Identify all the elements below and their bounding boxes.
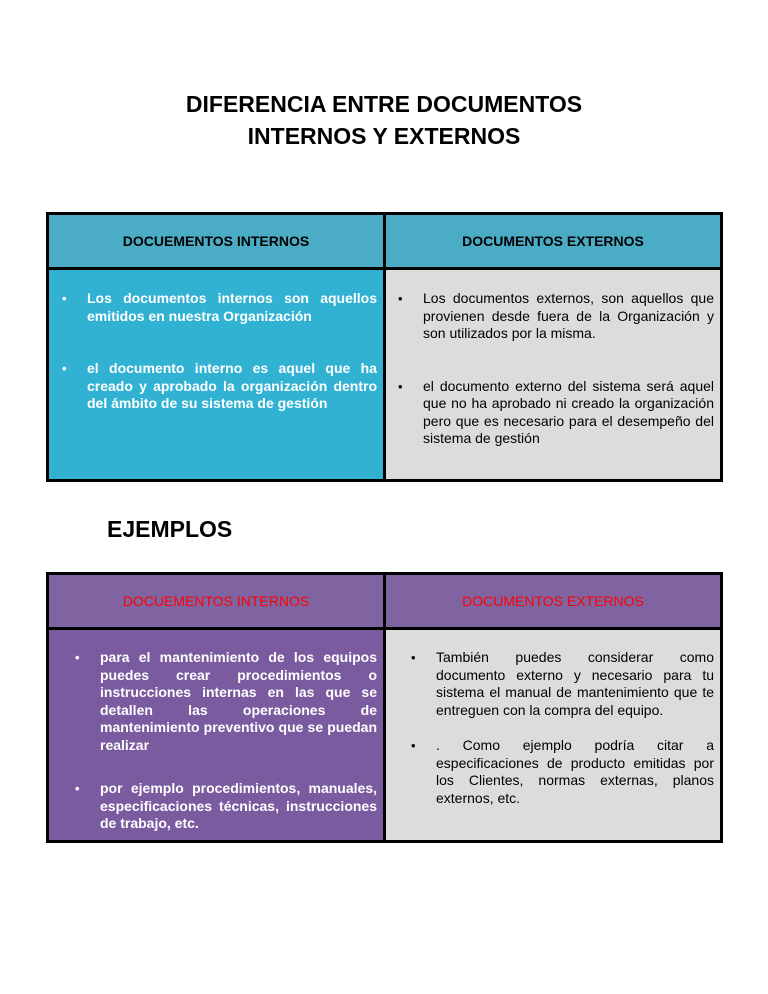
page-title-line-1: DIFERENCIA ENTRE DOCUMENTOS	[185, 91, 583, 117]
list-item	[398, 290, 714, 343]
page-title	[0, 88, 768, 152]
table-header-row	[48, 214, 722, 269]
list-item-text: por ejemplo procedimientos, manuales, especificaciones técnicas, instrucciones de trabajo, etc.	[100, 780, 377, 831]
page-title-line-2: INTERNOS Y EXTERNOS	[247, 123, 521, 149]
table-body-row	[48, 269, 722, 481]
section-heading: EJEMPLOS	[107, 516, 233, 542]
table-body-row	[48, 629, 722, 842]
list-item-text: Los documentos externos, son aquellos que provienen desde fuera de la Organización y son utilizados por la misma.	[423, 290, 714, 341]
list-item	[75, 649, 377, 754]
internal-examples-cell	[48, 629, 385, 842]
internal-examples-list	[49, 630, 383, 833]
list-item-text: . Como ejemplo podría citar a especificaciones de producto emitidas por los Clientes, normas externas, planos externos, etc.	[436, 737, 714, 806]
list-item-text: También puedes considerar como documento externo y necesario para tu sistema el manual de mantenimiento que te entreguen con la compra del equipo.	[436, 649, 714, 718]
bullet-icon: •	[411, 650, 416, 665]
list-item-text: Los documentos internos son aquellos emitidos en nuestra Organización	[87, 290, 377, 324]
header-external-documents: DOCUMENTOS EXTERNOS	[385, 214, 722, 269]
list-item-text: para el mantenimiento de los equipos puedes crear procedimientos o instrucciones internas en las que se detallen las operaciones de mantenimiento preventivo que se puedan realizar	[100, 649, 377, 753]
external-documents-list	[386, 270, 720, 448]
header-internal-documents: DOCUEMENTOS INTERNOS	[48, 574, 385, 629]
external-examples-cell	[385, 629, 722, 842]
list-item	[62, 360, 377, 413]
list-item	[398, 377, 714, 448]
comparison-table	[46, 212, 723, 482]
external-examples-list	[386, 630, 720, 807]
internal-documents-list	[49, 270, 383, 413]
header-external-documents: DOCUMENTOS EXTERNOS	[385, 574, 722, 629]
bullet-icon: •	[411, 738, 416, 753]
bullet-icon: •	[398, 378, 403, 394]
list-item	[411, 737, 714, 807]
list-item	[62, 290, 377, 325]
bullet-icon: •	[62, 291, 67, 306]
table-header-row	[48, 574, 722, 629]
header-internal-documents: DOCUEMENTOS INTERNOS	[48, 214, 385, 269]
list-item	[75, 780, 377, 833]
external-documents-cell	[385, 269, 722, 481]
bullet-icon: •	[398, 291, 403, 306]
list-item-text: el documento interno es aquel que ha creado y aprobado la organización dentro del ámbito de su sistema de gestión	[87, 360, 377, 411]
bullet-icon: •	[75, 781, 80, 796]
bullet-icon: •	[62, 361, 67, 376]
examples-table	[46, 572, 723, 843]
internal-documents-cell	[48, 269, 385, 481]
list-item-text: el documento externo del sistema será aquel que no ha aprobado ni creado la organización pero que es necesario para el desempeño del sistema de gestión	[423, 377, 714, 446]
list-item	[411, 649, 714, 719]
bullet-icon: •	[75, 650, 80, 665]
